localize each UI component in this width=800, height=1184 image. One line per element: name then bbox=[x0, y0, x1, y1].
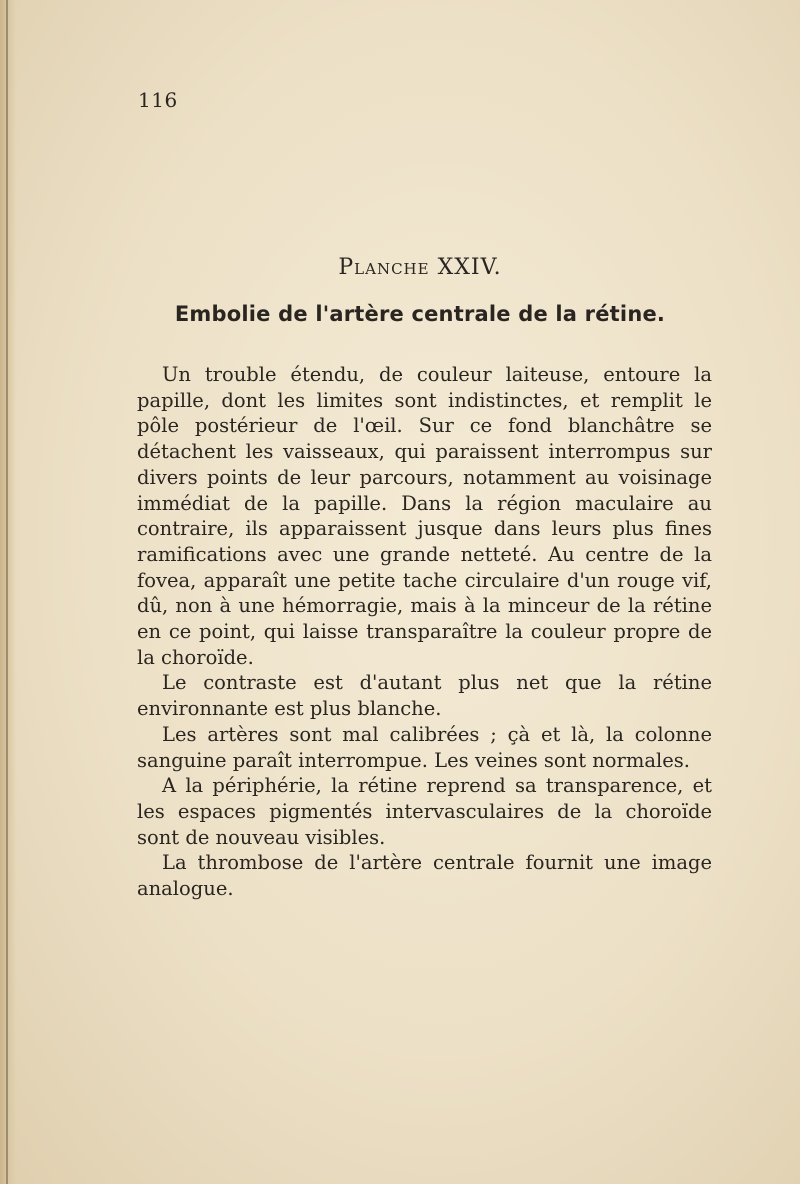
paragraph-5: La thrombose de l'artère centrale fournit une image analogue. bbox=[137, 851, 712, 901]
page-binding-edge bbox=[0, 0, 16, 1184]
plate-title: Planche XXIV. bbox=[338, 255, 502, 280]
paragraph-4: A la périphérie, la rétine reprend sa transparence, et les espaces pigmentés intervasculaires de la choroïde sont de nouveau visibles. bbox=[137, 774, 712, 849]
page-binding-line bbox=[6, 0, 8, 1184]
body-text bbox=[137, 362, 712, 902]
section-heading: Embolie de l'artère centrale de la rétine. bbox=[174, 302, 666, 326]
paragraph-1: Un trouble étendu, de couleur laiteuse, entoure la papille, dont les limites sont indistinctes, et remplit le pôle postérieur de l'œil. Sur ce fond blanchâtre se détachent les vaisseaux, qui paraissent interrompus sur divers points de leur parcours, notamment au voisinage immédiat de la papille. Dans la région maculaire au contraire, ils apparaissent jusque dans leurs plus fines ramifications avec une grande netteté. Au centre de la fovea, apparaît une petite tache circulaire d'un rouge vif, dû, non à une hémorragie, mais à la minceur de la rétine en ce point, qui laisse transparaître la couleur propre de la choroïde. bbox=[137, 363, 712, 669]
page-number: 116 bbox=[138, 88, 178, 112]
paragraph-2: Le contraste est d'autant plus net que la rétine environnante est plus blanche. bbox=[137, 671, 712, 721]
paragraph-3: Les artères sont mal calibrées ; çà et là, la colonne sanguine paraît interrompue. Les veines sont normales. bbox=[137, 722, 712, 772]
